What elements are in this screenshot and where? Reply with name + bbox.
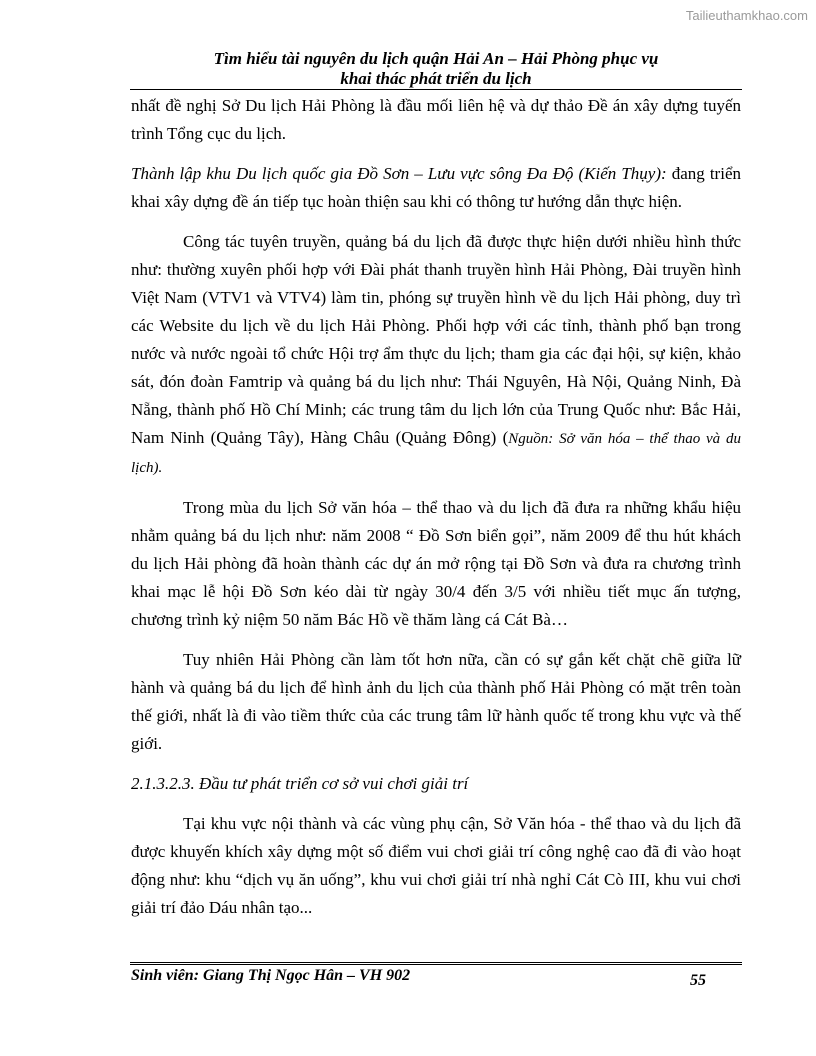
document-body: [131, 92, 741, 922]
paragraph-4: Trong mùa du lịch Sở văn hóa – thể thao và du lịch đã đưa ra những khẩu hiệu nhằm quảng bá du lịch như: năm 2008 “ Đồ Sơn biển gọi”, năm 2009 để thu hút khách du lịch Hải phòng đã hoàn thành các dự án mở rộng tại Đồ Sơn và đưa ra chương trình khai mạc lễ hội Đồ Sơn kéo dài từ ngày 30/4 đến 3/5 với nhiều tiết mục ấn tượng, chương trình kỷ niệm 50 năm Bác Hồ về thăm làng cá Cát Bà…: [131, 498, 741, 629]
header-divider: [130, 89, 742, 90]
section-heading: 2.1.3.2.3. Đầu tư phát triển cơ sở vui chơi giải trí: [131, 774, 469, 793]
paragraph-1: nhất đề nghị Sở Du lịch Hải Phòng là đầu mối liên hệ và dự thảo Đề án xây dựng tuyến trình Tổng cục du lịch.: [131, 96, 741, 143]
header-title-line1: Tìm hiểu tài nguyên du lịch quận Hải An – Hải Phòng phục vụ: [213, 49, 659, 68]
page-number: 55: [690, 972, 706, 989]
paragraph-2-text: đang triển khai xây dựng đề án tiếp tục hoàn thiện sau khi có thông tư hướng dẫn thực hiện.: [131, 164, 741, 211]
page-header: [130, 49, 742, 89]
paragraph-5: Tuy nhiên Hải Phòng cần làm tốt hơn nữa, cần có sự gắn kết chặt chẽ giữa lữ hành và quảng bá du lịch để hình ảnh du lịch của thành phố Hải Phòng có mặt trên toàn thế giới, nhất là đi vào tiềm thức của các trung tâm lữ hành quốc tế trong khu vực và thế giới.: [131, 650, 741, 753]
paragraph-3-text: Công tác tuyên truyền, quảng bá du lịch đã được thực hiện dưới nhiều hình thức như: thường xuyên phối hợp với Đài phát thanh truyền hình Hải Phòng, Đài truyền hình Việt Nam (VTV1 và VTV4) làm tin, phóng sự truyền hình về du lịch Hải phòng, duy trì các Website du lịch về du lịch Hải Phòng. Phối hợp với các tỉnh, thành phố bạn trong nước và nước ngoài tổ chức Hội trợ ẩm thực du lịch; tham gia các đại hội, sự kiện, khảo sát, đón đoàn Famtrip và quảng bá du lịch như: Thái Nguyên, Hà Nội, Quảng Ninh, Đà Nẵng, thành phố Hồ Chí Minh; các trung tâm du lịch lớn của Trung Quốc như: Bắc Hải, Nam Ninh (Quảng Tây), Hàng Châu (Quảng Đông) (: [131, 232, 741, 447]
paragraph-2: [131, 160, 741, 216]
watermark: Tailieuthamkhao.com: [685, 8, 808, 23]
paragraph-6: Tại khu vực nội thành và các vùng phụ cận, Sở Văn hóa - thể thao và du lịch đã được khuyến khích xây dựng một số điểm vui chơi giải trí công nghệ cao đã đi vào hoạt động như: khu “dịch vụ ăn uống”, khu vui chơi giải trí nhà nghỉ Cát Cò III, khu vui chơi giải trí đảo Dáu nhân tạo...: [131, 814, 741, 917]
paragraph-3: [131, 228, 741, 482]
paragraph-2-italic-lead: Thành lập khu Du lịch quốc gia Đồ Sơn – Lưu vực sông Đa Độ (Kiến Thụy):: [131, 164, 667, 183]
paragraph-3-source: Nguồn: Sở văn hóa – thể thao và du lịch).: [131, 431, 741, 476]
header-title-line2: khai thác phát triển du lịch: [340, 69, 532, 88]
footer-student: Sinh viên: Giang Thị Ngọc Hân – VH 902: [131, 967, 411, 984]
